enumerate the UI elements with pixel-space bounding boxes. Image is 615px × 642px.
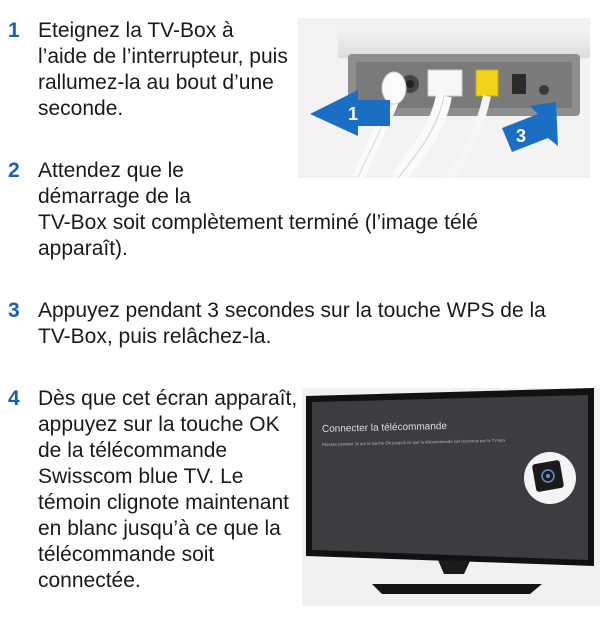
step-text-line: TV-Box soit complètement terminé (l’image télé: [38, 211, 479, 234]
ethernet-plug: [476, 70, 498, 96]
tv-photo: [302, 388, 600, 606]
step-text-line: Attendez que le: [38, 159, 184, 182]
tv-box-illustration: [298, 18, 590, 178]
arrow-3-label: 3: [516, 126, 527, 146]
step-text: Appuyez pendant 3 secondes sur la touche WPS de la TV-Box, puis relâchez-la.: [38, 299, 546, 348]
tv-screen-title: Connecter la télécommande: [321, 420, 448, 435]
tv-screen-text: Pressez pendant 3s sur la touche OK jusqu’à ce que la télécommande soit reconnue par la TV-Box: [321, 437, 506, 447]
step-text: Dès que cet écran apparaît, appuyez sur la touche OK de la télécommande Swisscom blue TV. Le témoin clignote maintenant en blanc jusqu’à ce que la télécommande soit connectée.: [38, 387, 298, 592]
step-text: [38, 158, 558, 262]
wps-button: [539, 85, 549, 95]
tv-stand: [372, 584, 542, 594]
step-number: 1: [8, 19, 20, 42]
step-text: Eteignez la TV-Box à l’aide de l’interrupteur, puis rallumez-la au bout d’une seconde.: [38, 19, 288, 120]
tv-box-photo: [298, 18, 590, 178]
step-number: 4: [8, 387, 20, 410]
step-number: 3: [8, 299, 20, 322]
step-number: 2: [8, 159, 20, 182]
step-text-line: apparaît).: [38, 237, 128, 260]
arrow-1-label: 1: [348, 104, 359, 124]
tv-illustration: [302, 388, 600, 606]
step-text-line: démarrage de la: [38, 185, 191, 208]
